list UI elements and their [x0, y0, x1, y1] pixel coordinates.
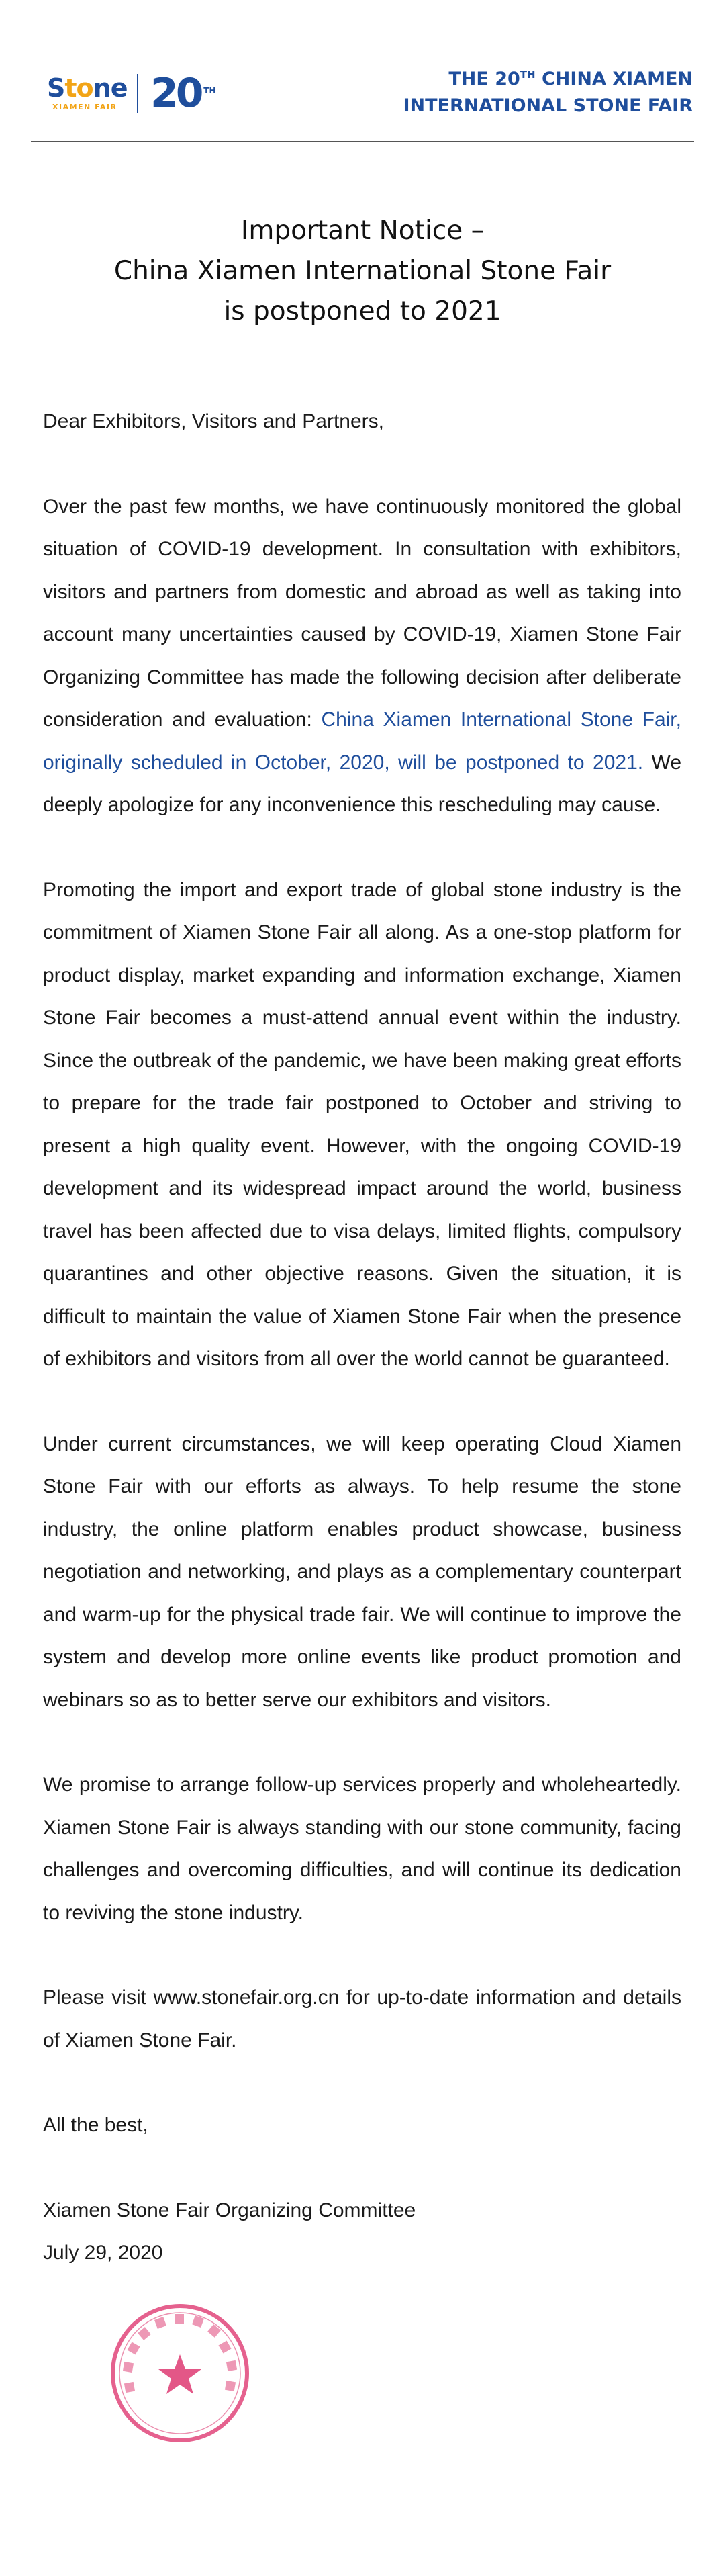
letter-body: [43, 400, 681, 2274]
signature: Xiamen Stone Fair Organizing Committee: [43, 2199, 416, 2221]
signoff: All the best,: [43, 2114, 148, 2136]
notice-title-line3: is postponed to 2021: [224, 296, 501, 326]
paragraph-decision: Over the past few months, we have continuously monitored the global situation of COVID-19 development. In consultation with exhibitors, visitors and partners from domestic and abroad as well as taking into account many uncertainties caused by COVID-19, Xiamen Stone Fair Organizing Committee has made the following decision after deliberate consideration and evaluation: China Xiamen International Stone Fair, originally scheduled in October, 2020, will be postponed to 2021. We deeply apologize for any inconvenience this rescheduling may cause.: [43, 495, 681, 816]
paragraph-website: Please visit www.stonefair.org.cn for up-to-date information and details of Xiamen Stone Fair.: [43, 1986, 681, 2052]
logo: [47, 70, 216, 117]
paragraph-commitment: Promoting the import and export trade of global stone industry is the commitment of Xiamen Stone Fair all along. As a one-stop platform for product display, market expanding and information exchange, Xiamen Stone Fair becomes a must-attend annual event within the industry. Since the outbreak of the pandemic, we have been making great efforts to prepare for the trade fair postponed to October and striving to present a high quality event. However, with the ongoing COVID-19 development and its widespread impact around the world, business travel has been affected due to visa delays, limited flights, compulsory quarantines and other objective reasons. Given the situation, it is difficult to maintain the value of Xiamen Stone Fair when the presence of exhibitors and visitors from all over the world cannot be guaranteed.: [43, 878, 681, 1370]
seal-star-icon: [158, 2354, 201, 2394]
header-event-title: [403, 66, 693, 120]
official-seal-stamp: [109, 2302, 251, 2444]
paragraph-cloud-fair: Under current circumstances, we will keep operating Cloud Xiamen Stone Fair with our efforts as always. To help resume the stone industry, the online platform enables product showcase, business negotiation and networking, and plays as a complementary counterpart and warm-up for the physical trade fair. We will continue to improve the system and develop more online events like product promotion and webinars so as to better serve our exhibitors and visitors.: [43, 1432, 681, 1711]
stone-logo-subtitle: XIAMEN FAIR: [52, 103, 117, 111]
greeting: Dear Exhibitors, Visitors and Partners,: [43, 410, 384, 432]
stone-fair-logo: [47, 73, 128, 113]
header-divider: [31, 141, 694, 142]
notice-title-line1: Important Notice –: [240, 216, 485, 246]
page-header: [0, 0, 725, 141]
logo-divider: [137, 74, 138, 113]
letter-date: July 29, 2020: [43, 2242, 163, 2264]
anniversary-logo: 20 TH: [150, 70, 216, 117]
paragraph-promise: We promise to arrange follow-up services properly and wholeheartedly. Xiamen Stone Fair is always standing with our stone community, facing challenges and overcoming difficulties, and will continue its dedication to reviving the stone industry.: [43, 1774, 681, 1924]
postponement-highlight: China Xiamen International Stone Fair, originally scheduled in October, 2020, will be postponed to 2021.: [43, 708, 681, 774]
notice-title-line2: China Xiamen International Stone Fair: [113, 256, 612, 286]
notice-title: [0, 211, 725, 332]
stone-logo-wordmark: Stone: [47, 73, 128, 103]
header-title-line2: INTERNATIONAL STONE FAIR: [403, 95, 693, 116]
header-title-line1: THE 20TH CHINA XIAMEN: [448, 68, 693, 89]
